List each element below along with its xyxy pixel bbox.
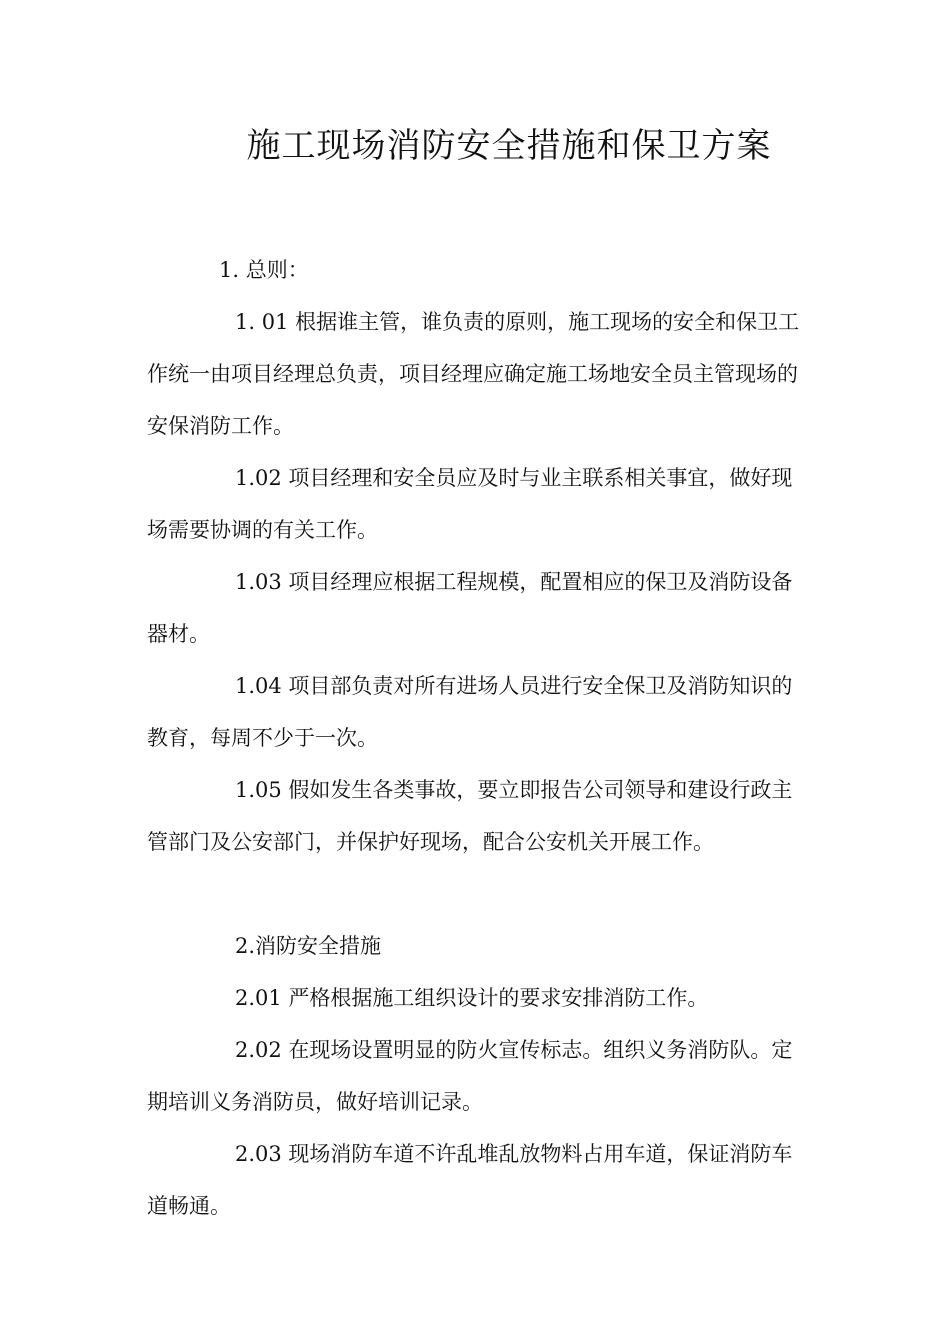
section-1-paragraph-1: 1. 01 根据谁主管，谁负责的原则，施工现场的安全和保卫工作统一由项目经理总负责，项目经理应确定施工场地安全员主管现场的安保消防工作。	[147, 310, 800, 438]
section-1-paragraph-3: 1.03 项目经理应根据工程规模，配置相应的保卫及消防设备器材。	[147, 570, 793, 646]
section-1-paragraph-2: 1.02 项目经理和安全员应及时与业主联系相关事宜，做好现场需要协调的有关工作。	[147, 466, 793, 542]
document-body	[147, 244, 807, 1232]
section-2-heading: 2.消防安全措施	[235, 934, 382, 958]
section-2-paragraph-1: 2.01 严格根据施工组织设计的要求安排消防工作。	[235, 986, 709, 1010]
document-title: 施工现场消防安全措施和保卫方案	[246, 126, 772, 166]
section-1-paragraph-5: 1.05 假如发生各类事故，要立即报告公司领导和建设行政主管部门及公安部门，并保护好现场，配合公安机关开展工作。	[147, 778, 793, 854]
section-1-paragraph-4: 1.04 项目部负责对所有进场人员进行安全保卫及消防知识的教育，每周不少于一次。	[147, 674, 793, 750]
section-1-heading: 1. 总则：	[219, 258, 309, 282]
section-2-paragraph-2: 2.02 在现场设置明显的防火宣传标志。组织义务消防队。定期培训义务消防员，做好培训记录。	[147, 1038, 793, 1114]
section-2-paragraph-3: 2.03 现场消防车道不许乱堆乱放物料占用车道，保证消防车道畅通。	[147, 1142, 793, 1218]
